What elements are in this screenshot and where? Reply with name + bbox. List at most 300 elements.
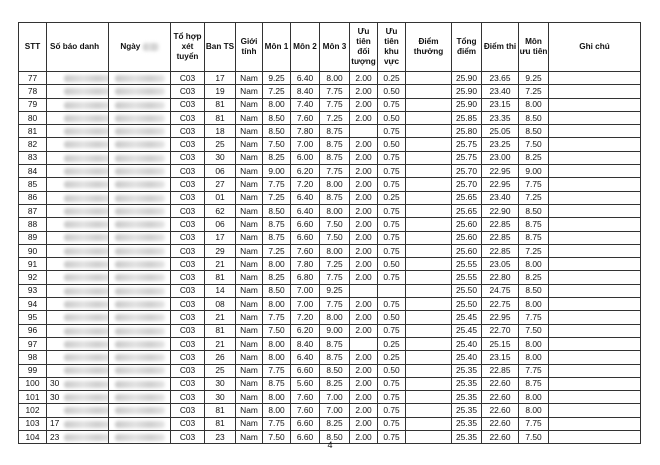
redacted-value [115,115,165,122]
cell-mon2: 7.80 [291,125,320,138]
cell-diem-thuong [406,417,452,430]
cell-stt: 94 [19,298,47,311]
redacted-value [115,394,165,401]
cell-diem-thuong [406,231,452,244]
cell-tong-diem: 25.65 [452,191,482,204]
cell-ban-ts: 81 [205,98,236,111]
cell-mon3: 8.75 [320,125,350,138]
cell-mon1: 8.50 [263,125,291,138]
cell-gioi-tinh: Nam [236,244,263,257]
redacted-value [115,248,165,255]
cell-tong-diem: 25.70 [452,165,482,178]
cell-gioi-tinh: Nam [236,111,263,124]
table-row [19,404,641,417]
cell-ngay-sinh [109,377,171,390]
table-row [19,191,641,204]
results-table [18,22,641,444]
cell-diem-thuong [406,138,452,151]
cell-diem-thi: 22.60 [482,391,519,404]
cell-uu-tien-doi-tuong: 2.00 [350,364,378,377]
cell-mon-uu-tien: 8.25 [519,151,549,164]
cell-ban-ts: 25 [205,138,236,151]
table-row [19,244,641,257]
cell-to-hop: C03 [171,98,205,111]
cell-gioi-tinh: Nam [236,151,263,164]
cell-uu-tien-doi-tuong: 2.00 [350,151,378,164]
cell-gioi-tinh: Nam [236,417,263,430]
cell-tong-diem: 25.50 [452,284,482,297]
cell-ngay-sinh [109,231,171,244]
cell-tong-diem: 25.35 [452,377,482,390]
cell-uu-tien-doi-tuong: 2.00 [350,404,378,417]
cell-tong-diem: 25.75 [452,151,482,164]
redacted-value [115,274,165,281]
cell-ngay-sinh [109,258,171,271]
redacted-header-part [143,43,159,51]
cell-diem-thi: 23.40 [482,191,519,204]
table-body [19,72,641,444]
cell-diem-thuong [406,111,452,124]
cell-gioi-tinh: Nam [236,231,263,244]
redacted-value [64,407,109,414]
cell-diem-thi: 22.60 [482,431,519,444]
cell-diem-thuong [406,125,452,138]
redacted-value [64,394,109,401]
cell-mon3: 7.25 [320,111,350,124]
cell-gioi-tinh: Nam [236,98,263,111]
cell-mon3: 8.00 [320,72,350,85]
cell-to-hop: C03 [171,337,205,350]
cell-to-hop: C03 [171,231,205,244]
cell-mon2: 7.40 [291,98,320,111]
cell-mon2: 6.40 [291,351,320,364]
cell-diem-thuong [406,218,452,231]
cell-mon1: 7.50 [263,431,291,444]
cell-tong-diem: 25.60 [452,231,482,244]
cell-to-hop: C03 [171,404,205,417]
cell-stt: 84 [19,165,47,178]
redacted-value [64,421,109,428]
table-row [19,125,641,138]
cell-ban-ts: 81 [205,324,236,337]
cell-uu-tien-khu-vuc: 0.75 [378,165,406,178]
cell-mon2: 6.60 [291,431,320,444]
cell-mon1: 7.50 [263,324,291,337]
redacted-value [115,221,165,228]
cell-ngay-sinh [109,204,171,217]
cell-ngay-sinh [109,111,171,124]
cell-stt: 97 [19,337,47,350]
cell-so-bao-danh [47,284,109,297]
cell-mon2: 7.00 [291,298,320,311]
cell-diem-thi: 23.65 [482,72,519,85]
cell-mon-uu-tien: 7.75 [519,364,549,377]
cell-mon1: 8.75 [263,377,291,390]
table-row [19,311,641,324]
cell-ban-ts: 27 [205,178,236,191]
cell-ban-ts: 62 [205,204,236,217]
table-row [19,377,641,390]
cell-diem-thuong [406,151,452,164]
cell-tong-diem: 25.90 [452,72,482,85]
cell-ban-ts: 19 [205,85,236,98]
cell-gioi-tinh: Nam [236,85,263,98]
sbd-visible-prefix: 30 [50,378,60,389]
cell-stt: 86 [19,191,47,204]
redacted-value [64,168,109,175]
cell-mon-uu-tien: 8.00 [519,337,549,350]
cell-so-bao-danh [47,391,109,404]
cell-to-hop: C03 [171,244,205,257]
table-row [19,204,641,217]
cell-mon1: 8.75 [263,218,291,231]
cell-stt: 100 [19,377,47,390]
redacted-value [64,208,109,215]
cell-uu-tien-khu-vuc: 0.75 [378,391,406,404]
cell-uu-tien-doi-tuong: 2.00 [350,311,378,324]
cell-so-bao-danh [47,324,109,337]
table-row [19,85,641,98]
cell-to-hop: C03 [171,377,205,390]
table-row [19,284,641,297]
cell-ban-ts: 17 [205,72,236,85]
redacted-value [64,88,109,95]
header-uu-tien-doi-tuong: Ưu tiên đối tượng [350,23,378,72]
cell-to-hop: C03 [171,218,205,231]
cell-so-bao-danh [47,98,109,111]
cell-diem-thi: 23.35 [482,111,519,124]
cell-tong-diem: 25.60 [452,218,482,231]
cell-so-bao-danh [47,151,109,164]
cell-ban-ts: 21 [205,337,236,350]
cell-mon3: 8.25 [320,417,350,430]
table-row [19,218,641,231]
redacted-value [115,195,165,202]
redacted-value [64,341,109,348]
cell-gioi-tinh: Nam [236,218,263,231]
cell-ban-ts: 30 [205,377,236,390]
cell-mon-uu-tien: 7.75 [519,178,549,191]
redacted-value [64,381,109,388]
cell-diem-thuong [406,244,452,257]
cell-so-bao-danh [47,218,109,231]
cell-mon2: 7.80 [291,258,320,271]
cell-mon3: 7.75 [320,165,350,178]
cell-diem-thuong [406,298,452,311]
cell-diem-thi: 22.70 [482,324,519,337]
redacted-value [64,115,109,122]
cell-stt: 83 [19,151,47,164]
cell-mon-uu-tien: 7.50 [519,138,549,151]
cell-tong-diem: 25.90 [452,85,482,98]
cell-mon-uu-tien: 8.75 [519,231,549,244]
cell-ngay-sinh [109,404,171,417]
cell-ban-ts: 30 [205,151,236,164]
cell-ghi-chu [549,151,641,164]
cell-mon1: 8.00 [263,298,291,311]
cell-mon-uu-tien: 8.00 [519,258,549,271]
cell-stt: 93 [19,284,47,297]
cell-ghi-chu [549,98,641,111]
cell-gioi-tinh: Nam [236,178,263,191]
cell-to-hop: C03 [171,178,205,191]
cell-to-hop: C03 [171,271,205,284]
cell-ban-ts: 14 [205,284,236,297]
cell-ngay-sinh [109,311,171,324]
cell-mon1: 7.75 [263,417,291,430]
cell-mon2: 6.60 [291,231,320,244]
cell-diem-thuong [406,284,452,297]
cell-mon2: 6.40 [291,191,320,204]
cell-mon2: 6.20 [291,165,320,178]
cell-mon-uu-tien: 7.25 [519,191,549,204]
header-so-bao-danh: Số báo danh [47,23,109,72]
cell-diem-thi: 22.90 [482,204,519,217]
cell-diem-thi: 22.80 [482,271,519,284]
cell-tong-diem: 25.35 [452,364,482,377]
cell-uu-tien-doi-tuong: 2.00 [350,85,378,98]
cell-ghi-chu [549,165,641,178]
cell-diem-thi: 23.00 [482,151,519,164]
cell-ngay-sinh [109,191,171,204]
cell-uu-tien-khu-vuc: 0.75 [378,417,406,430]
cell-ghi-chu [549,191,641,204]
cell-uu-tien-khu-vuc: 0.25 [378,72,406,85]
cell-stt: 85 [19,178,47,191]
cell-ghi-chu [549,138,641,151]
cell-gioi-tinh: Nam [236,284,263,297]
cell-uu-tien-khu-vuc: 0.50 [378,111,406,124]
cell-mon-uu-tien: 8.00 [519,351,549,364]
cell-mon-uu-tien: 8.00 [519,404,549,417]
cell-diem-thi: 25.05 [482,125,519,138]
cell-stt: 95 [19,311,47,324]
cell-uu-tien-khu-vuc: 0.75 [378,231,406,244]
redacted-value [115,75,165,82]
cell-to-hop: C03 [171,351,205,364]
cell-ngay-sinh [109,244,171,257]
cell-diem-thuong [406,404,452,417]
cell-mon3: 8.25 [320,377,350,390]
table-row [19,151,641,164]
cell-diem-thi: 22.95 [482,178,519,191]
cell-ngay-sinh [109,337,171,350]
redacted-value [64,261,109,268]
cell-stt: 90 [19,244,47,257]
cell-stt: 101 [19,391,47,404]
cell-mon3: 8.00 [320,244,350,257]
redacted-value [64,301,109,308]
cell-gioi-tinh: Nam [236,311,263,324]
cell-uu-tien-khu-vuc: 0.75 [378,244,406,257]
cell-to-hop: C03 [171,165,205,178]
cell-mon-uu-tien: 8.75 [519,218,549,231]
cell-to-hop: C03 [171,311,205,324]
redacted-value [115,181,165,188]
cell-mon1: 8.00 [263,98,291,111]
cell-mon-uu-tien: 8.75 [519,377,549,390]
cell-ghi-chu [549,364,641,377]
redacted-value [64,288,109,295]
redacted-value [115,314,165,321]
redacted-value [115,261,165,268]
cell-mon1: 7.25 [263,191,291,204]
cell-diem-thi: 22.60 [482,417,519,430]
cell-to-hop: C03 [171,298,205,311]
cell-ghi-chu [549,85,641,98]
cell-diem-thuong [406,98,452,111]
cell-ghi-chu [549,125,641,138]
cell-diem-thuong [406,72,452,85]
cell-mon3: 8.75 [320,191,350,204]
table-row [19,391,641,404]
cell-uu-tien-khu-vuc: 0.75 [378,377,406,390]
cell-mon2: 5.60 [291,377,320,390]
cell-mon1: 8.00 [263,258,291,271]
redacted-value [64,314,109,321]
cell-uu-tien-doi-tuong: 2.00 [350,191,378,204]
cell-mon3: 7.75 [320,85,350,98]
cell-ban-ts: 29 [205,244,236,257]
cell-diem-thi: 23.25 [482,138,519,151]
cell-so-bao-danh [47,298,109,311]
cell-so-bao-danh [47,258,109,271]
cell-ghi-chu [549,178,641,191]
cell-ghi-chu [549,417,641,430]
cell-ban-ts: 06 [205,218,236,231]
cell-so-bao-danh [47,191,109,204]
redacted-value [64,328,109,335]
cell-mon-uu-tien: 8.50 [519,284,549,297]
cell-mon-uu-tien: 7.25 [519,244,549,257]
table-row [19,111,641,124]
cell-mon2: 6.00 [291,151,320,164]
cell-gioi-tinh: Nam [236,138,263,151]
redacted-value [64,367,109,374]
cell-mon1: 8.50 [263,284,291,297]
cell-so-bao-danh [47,125,109,138]
cell-ngay-sinh [109,218,171,231]
cell-mon3: 8.00 [320,204,350,217]
cell-mon-uu-tien: 8.00 [519,391,549,404]
cell-mon1: 7.75 [263,178,291,191]
cell-mon2: 7.20 [291,311,320,324]
cell-tong-diem: 25.35 [452,417,482,430]
cell-ghi-chu [549,404,641,417]
cell-diem-thi: 22.95 [482,165,519,178]
cell-mon3: 8.75 [320,151,350,164]
cell-mon1: 7.75 [263,311,291,324]
cell-diem-thi: 23.40 [482,85,519,98]
cell-uu-tien-doi-tuong: 2.00 [350,324,378,337]
cell-mon2: 7.00 [291,284,320,297]
cell-uu-tien-khu-vuc: 0.75 [378,404,406,417]
cell-mon1: 8.75 [263,231,291,244]
cell-tong-diem: 25.40 [452,337,482,350]
cell-ghi-chu [549,271,641,284]
cell-mon-uu-tien: 8.50 [519,204,549,217]
cell-ghi-chu [549,351,641,364]
cell-ban-ts: 81 [205,271,236,284]
cell-to-hop: C03 [171,364,205,377]
cell-ban-ts: 81 [205,111,236,124]
cell-stt: 99 [19,364,47,377]
cell-mon2: 7.60 [291,391,320,404]
cell-stt: 96 [19,324,47,337]
cell-so-bao-danh [47,231,109,244]
cell-uu-tien-khu-vuc: 0.25 [378,337,406,350]
score-sheet [18,22,640,444]
cell-ban-ts: 21 [205,258,236,271]
header-ngay-sinh-text: Ngày [120,42,141,51]
cell-mon2: 6.40 [291,72,320,85]
cell-ngay-sinh [109,417,171,430]
cell-ban-ts: 01 [205,191,236,204]
cell-ban-ts: 08 [205,298,236,311]
cell-so-bao-danh [47,138,109,151]
cell-mon2: 8.40 [291,85,320,98]
cell-ngay-sinh [109,178,171,191]
cell-mon3: 7.00 [320,391,350,404]
table-row [19,258,641,271]
cell-gioi-tinh: Nam [236,125,263,138]
cell-diem-thuong [406,258,452,271]
cell-mon1: 8.00 [263,337,291,350]
cell-to-hop: C03 [171,138,205,151]
page-number: 4 [327,440,333,450]
cell-so-bao-danh [47,72,109,85]
cell-mon2: 7.60 [291,111,320,124]
cell-diem-thuong [406,351,452,364]
cell-stt: 104 [19,431,47,444]
cell-uu-tien-doi-tuong: 2.00 [350,138,378,151]
redacted-value [115,367,165,374]
cell-gioi-tinh: Nam [236,271,263,284]
cell-stt: 89 [19,231,47,244]
cell-uu-tien-khu-vuc [378,284,406,297]
cell-mon-uu-tien: 9.00 [519,165,549,178]
cell-diem-thi: 22.85 [482,218,519,231]
cell-diem-thuong [406,178,452,191]
cell-to-hop: C03 [171,85,205,98]
cell-uu-tien-khu-vuc: 0.75 [378,204,406,217]
cell-gioi-tinh: Nam [236,72,263,85]
cell-gioi-tinh: Nam [236,404,263,417]
cell-diem-thi: 22.75 [482,298,519,311]
cell-mon1: 8.50 [263,204,291,217]
cell-mon3: 8.75 [320,351,350,364]
cell-tong-diem: 25.65 [452,204,482,217]
cell-stt: 79 [19,98,47,111]
cell-diem-thuong [406,85,452,98]
cell-uu-tien-khu-vuc: 0.75 [378,151,406,164]
cell-tong-diem: 25.85 [452,111,482,124]
cell-uu-tien-doi-tuong: 2.00 [350,377,378,390]
cell-uu-tien-doi-tuong: 2.00 [350,431,378,444]
redacted-value [64,234,109,241]
cell-so-bao-danh [47,85,109,98]
cell-ghi-chu [549,298,641,311]
cell-mon1: 8.00 [263,391,291,404]
redacted-value [64,354,109,361]
cell-uu-tien-khu-vuc: 0.75 [378,298,406,311]
cell-mon3: 8.00 [320,311,350,324]
cell-ban-ts: 30 [205,391,236,404]
cell-to-hop: C03 [171,258,205,271]
cell-stt: 102 [19,404,47,417]
cell-uu-tien-doi-tuong: 2.00 [350,258,378,271]
redacted-value [115,155,165,162]
